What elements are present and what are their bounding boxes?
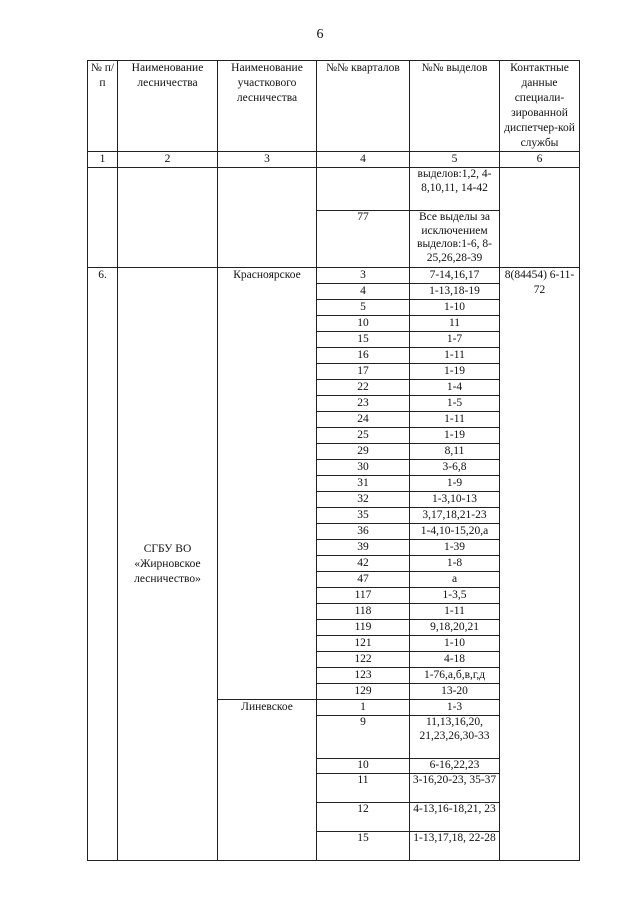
entry-number: 6. [88, 268, 118, 861]
column-number: 5 [410, 152, 500, 168]
quarter-number: 118 [317, 604, 410, 620]
allotments: 1-9 [410, 476, 500, 492]
allotments: 3-16,20-23, 35-37 [410, 774, 500, 803]
quarter-number: 17 [317, 364, 410, 380]
quarter-number: 47 [317, 572, 410, 588]
allotments: 11 [410, 316, 500, 332]
column-numbers-row [88, 152, 580, 168]
allotments: а [410, 572, 500, 588]
column-number: 2 [118, 152, 218, 168]
allotments: 1-3,5 [410, 588, 500, 604]
quarter-number: 3 [317, 268, 410, 284]
quarter-row [88, 268, 580, 284]
forestry-table [87, 60, 580, 861]
allotments: 1-13,18-19 [410, 284, 500, 300]
allotments: 1-4,10-15,20,а [410, 524, 500, 540]
quarter-number: 39 [317, 540, 410, 556]
allotments: 3,17,18,21-23 [410, 508, 500, 524]
allotments: 1-3,10-13 [410, 492, 500, 508]
allotments: 1-11 [410, 412, 500, 428]
forestry-name: СГБУ ВО «Жирновское лесничество» [118, 268, 218, 861]
header-num: № п/п [88, 61, 118, 152]
quarter-number: 15 [317, 332, 410, 348]
column-number: 6 [500, 152, 580, 168]
quarter-number: 30 [317, 460, 410, 476]
quarter-number: 15 [317, 832, 410, 861]
allotments: 1-76,а,б,в,г,д [410, 668, 500, 684]
quarter-number: 117 [317, 588, 410, 604]
quarter-number: 24 [317, 412, 410, 428]
quarter-number: 11 [317, 774, 410, 803]
allotments-cell: Все выделы за исключением выделов:1-6, 8-25,26,28-39 [410, 211, 500, 268]
quarter-number: 9 [317, 716, 410, 759]
allotments: 1-13,17,18, 22-28 [410, 832, 500, 861]
quarter-number: 10 [317, 316, 410, 332]
allotments: 1-5 [410, 396, 500, 412]
empty-cell [118, 168, 218, 268]
allotments: 4-13,16-18,21, 23 [410, 803, 500, 832]
quarter-number: 119 [317, 620, 410, 636]
page-number: 6 [316, 27, 324, 42]
allotments: 7-14,16,17 [410, 268, 500, 284]
allotments: 1-39 [410, 540, 500, 556]
continuation-row [88, 168, 580, 211]
allotments: 1-11 [410, 348, 500, 364]
empty-cell [218, 168, 317, 268]
quarter-number: 122 [317, 652, 410, 668]
quarter-number: 35 [317, 508, 410, 524]
quarter-number: 22 [317, 380, 410, 396]
empty-cell [88, 168, 118, 268]
allotments: 8,11 [410, 444, 500, 460]
header-row [88, 61, 580, 152]
allotments: 11,13,16,20, 21,23,26,30-33 [410, 716, 500, 759]
allotments: 1-19 [410, 428, 500, 444]
header-quarters: №№ кварталов [317, 61, 410, 152]
quarter-number: 121 [317, 636, 410, 652]
quarter-number: 10 [317, 759, 410, 774]
allotments: 4-18 [410, 652, 500, 668]
header-contact: Контактные данные специали-зированной диспетчер-кой службы [500, 61, 580, 152]
quarter-number: 129 [317, 684, 410, 700]
allotments-cell: выделов:1,2, 4-8,10,11, 14-42 [410, 168, 500, 211]
district-name: Линевское [218, 700, 317, 861]
column-number: 1 [88, 152, 118, 168]
allotments: 1-10 [410, 636, 500, 652]
quarter-number: 5 [317, 300, 410, 316]
quarter-cell: 77 [317, 211, 410, 268]
district-name: Красноярское [218, 268, 317, 700]
column-number: 4 [317, 152, 410, 168]
quarter-number: 25 [317, 428, 410, 444]
header-district: Наименование участкового лесничества [218, 61, 317, 152]
quarter-number: 32 [317, 492, 410, 508]
quarter-number: 31 [317, 476, 410, 492]
allotments: 1-19 [410, 364, 500, 380]
quarter-number: 36 [317, 524, 410, 540]
allotments: 3-6,8 [410, 460, 500, 476]
allotments: 6-16,22,23 [410, 759, 500, 774]
quarter-number: 4 [317, 284, 410, 300]
allotments: 1-8 [410, 556, 500, 572]
quarter-number: 29 [317, 444, 410, 460]
quarter-number: 12 [317, 803, 410, 832]
contact-phone: 8(84454) 6-11-72 [500, 268, 580, 861]
allotments: 1-4 [410, 380, 500, 396]
quarter-number: 42 [317, 556, 410, 572]
empty-cell [500, 168, 580, 268]
allotments: 9,18,20,21 [410, 620, 500, 636]
allotments: 1-7 [410, 332, 500, 348]
quarter-number: 23 [317, 396, 410, 412]
allotments: 1-10 [410, 300, 500, 316]
header-forestry: Наименование лесничества [118, 61, 218, 152]
column-number: 3 [218, 152, 317, 168]
allotments: 1-3 [410, 700, 500, 716]
header-allotments: №№ выделов [410, 61, 500, 152]
allotments: 1-11 [410, 604, 500, 620]
quarter-number: 123 [317, 668, 410, 684]
quarter-number: 1 [317, 700, 410, 716]
quarter-number: 16 [317, 348, 410, 364]
allotments: 13-20 [410, 684, 500, 700]
empty-cell [317, 168, 410, 211]
